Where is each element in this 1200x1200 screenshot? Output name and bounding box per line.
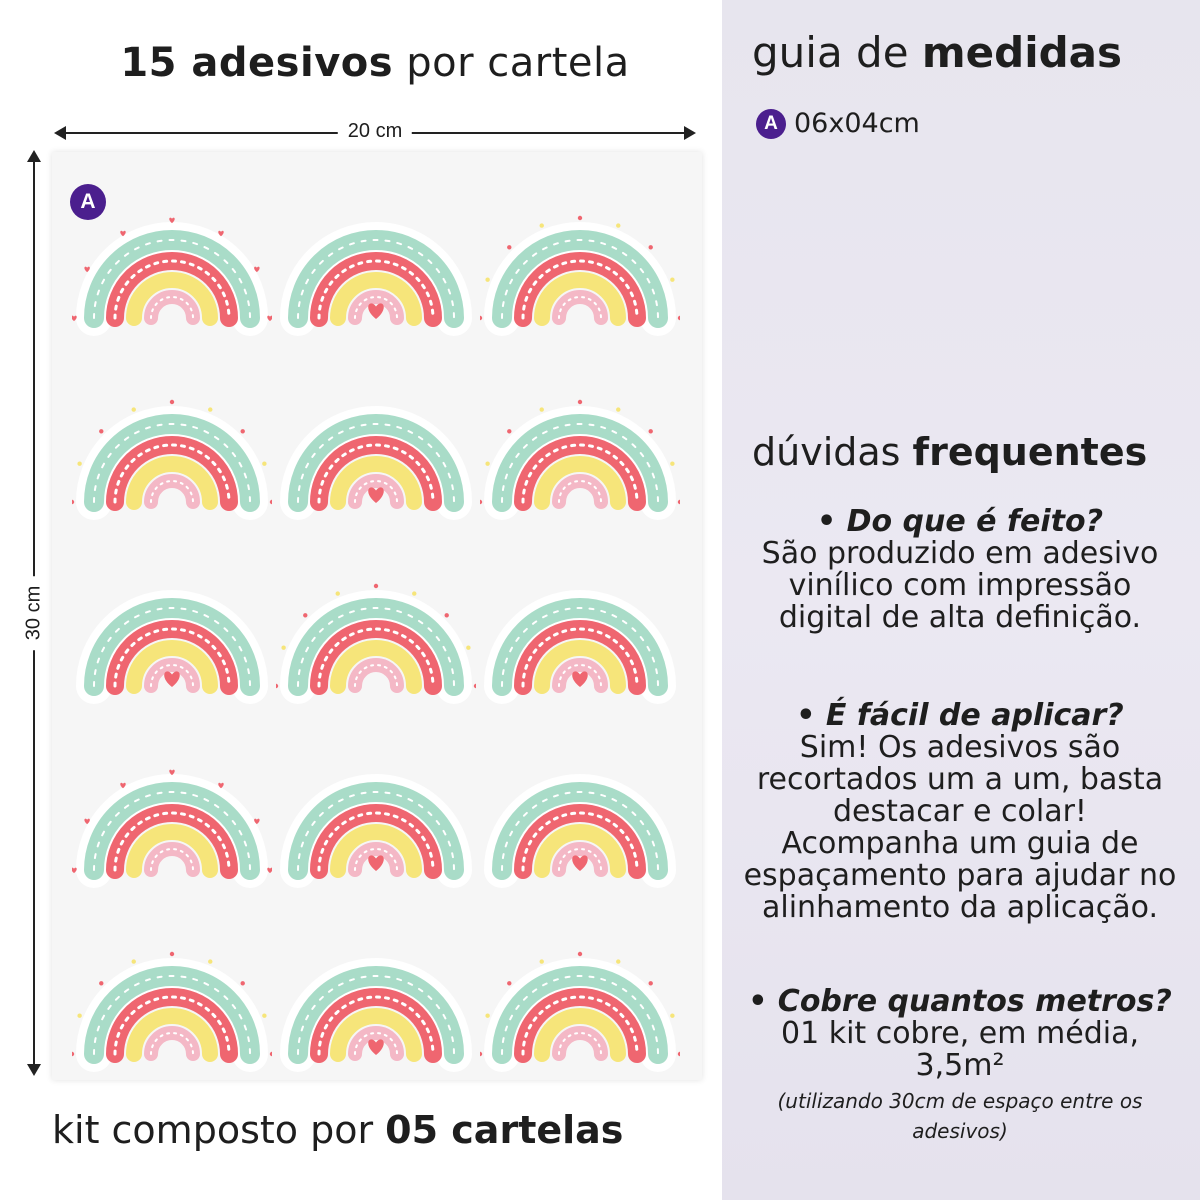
faq-title bbox=[752, 430, 1147, 474]
kit-composition-title bbox=[52, 1108, 712, 1152]
size-badge: A bbox=[756, 109, 786, 139]
faq-item-material bbox=[740, 506, 1180, 634]
rainbow-sticker bbox=[276, 732, 476, 892]
arrow-up-icon bbox=[27, 150, 41, 162]
width-label: 20 cm bbox=[338, 120, 412, 143]
sticker-count-suffix: por cartela bbox=[393, 40, 630, 86]
guide-title-bold: medidas bbox=[921, 28, 1123, 77]
guide-title-light: guia de bbox=[752, 28, 922, 77]
rainbow-sticker bbox=[480, 916, 680, 1076]
rainbow-sticker bbox=[72, 916, 272, 1076]
size-value: 06x04cm bbox=[794, 108, 920, 139]
rainbow-sticker bbox=[72, 364, 272, 524]
faq-item-application bbox=[740, 700, 1180, 924]
size-guide-title bbox=[752, 28, 1122, 77]
kit-prefix: kit composto por bbox=[52, 1108, 386, 1152]
rainbow-sticker bbox=[72, 548, 272, 708]
faq-note: (utilizando 30cm de espaço entre os adesivos) bbox=[777, 1089, 1143, 1143]
faq-question: • Do que é feito? bbox=[816, 504, 1104, 539]
arrow-left-icon bbox=[54, 126, 66, 140]
arrow-down-icon bbox=[27, 1064, 41, 1076]
faq-title-light: dúvidas bbox=[752, 430, 913, 474]
rainbow-sticker bbox=[276, 548, 476, 708]
rainbow-sticker bbox=[276, 364, 476, 524]
height-label: 30 cm bbox=[23, 576, 46, 650]
rainbow-sticker bbox=[480, 180, 680, 340]
arrow-right-icon bbox=[684, 126, 696, 140]
faq-answer: Sim! Os adesivos são recortados um a um, basta destacar e colar! Acompanha um guia de espaçamento para ajudar no alinhamento da aplicação. bbox=[743, 730, 1177, 925]
rainbow-sticker bbox=[276, 180, 476, 340]
rainbow-sticker bbox=[276, 916, 476, 1076]
width-dimension bbox=[54, 120, 696, 144]
faq-item-coverage bbox=[740, 986, 1180, 1146]
faq-question: • Cobre quantos metros? bbox=[748, 984, 1172, 1019]
rainbow-sticker bbox=[480, 548, 680, 708]
rainbow-sticker bbox=[480, 364, 680, 524]
kit-count: 05 cartelas bbox=[385, 1108, 624, 1152]
rainbow-sticker bbox=[72, 732, 272, 892]
faq-answer: São produzido em adesivo vinílico com impressão digital de alta definição. bbox=[761, 536, 1159, 635]
faq-answer: 01 kit cobre, em média, 3,5m² bbox=[780, 1016, 1139, 1083]
faq-question: • É fácil de aplicar? bbox=[796, 698, 1124, 733]
rainbow-sticker bbox=[72, 180, 272, 340]
stickers-per-sheet-title bbox=[0, 40, 750, 86]
sticker-count: 15 adesivos bbox=[120, 40, 394, 86]
rainbow-sticker bbox=[480, 732, 680, 892]
faq-title-bold: frequentes bbox=[912, 430, 1148, 474]
height-dimension bbox=[24, 150, 44, 1076]
sheet-size-badge: A bbox=[70, 184, 106, 220]
sticker-sheet bbox=[52, 152, 702, 1080]
size-guide-item bbox=[756, 108, 920, 139]
